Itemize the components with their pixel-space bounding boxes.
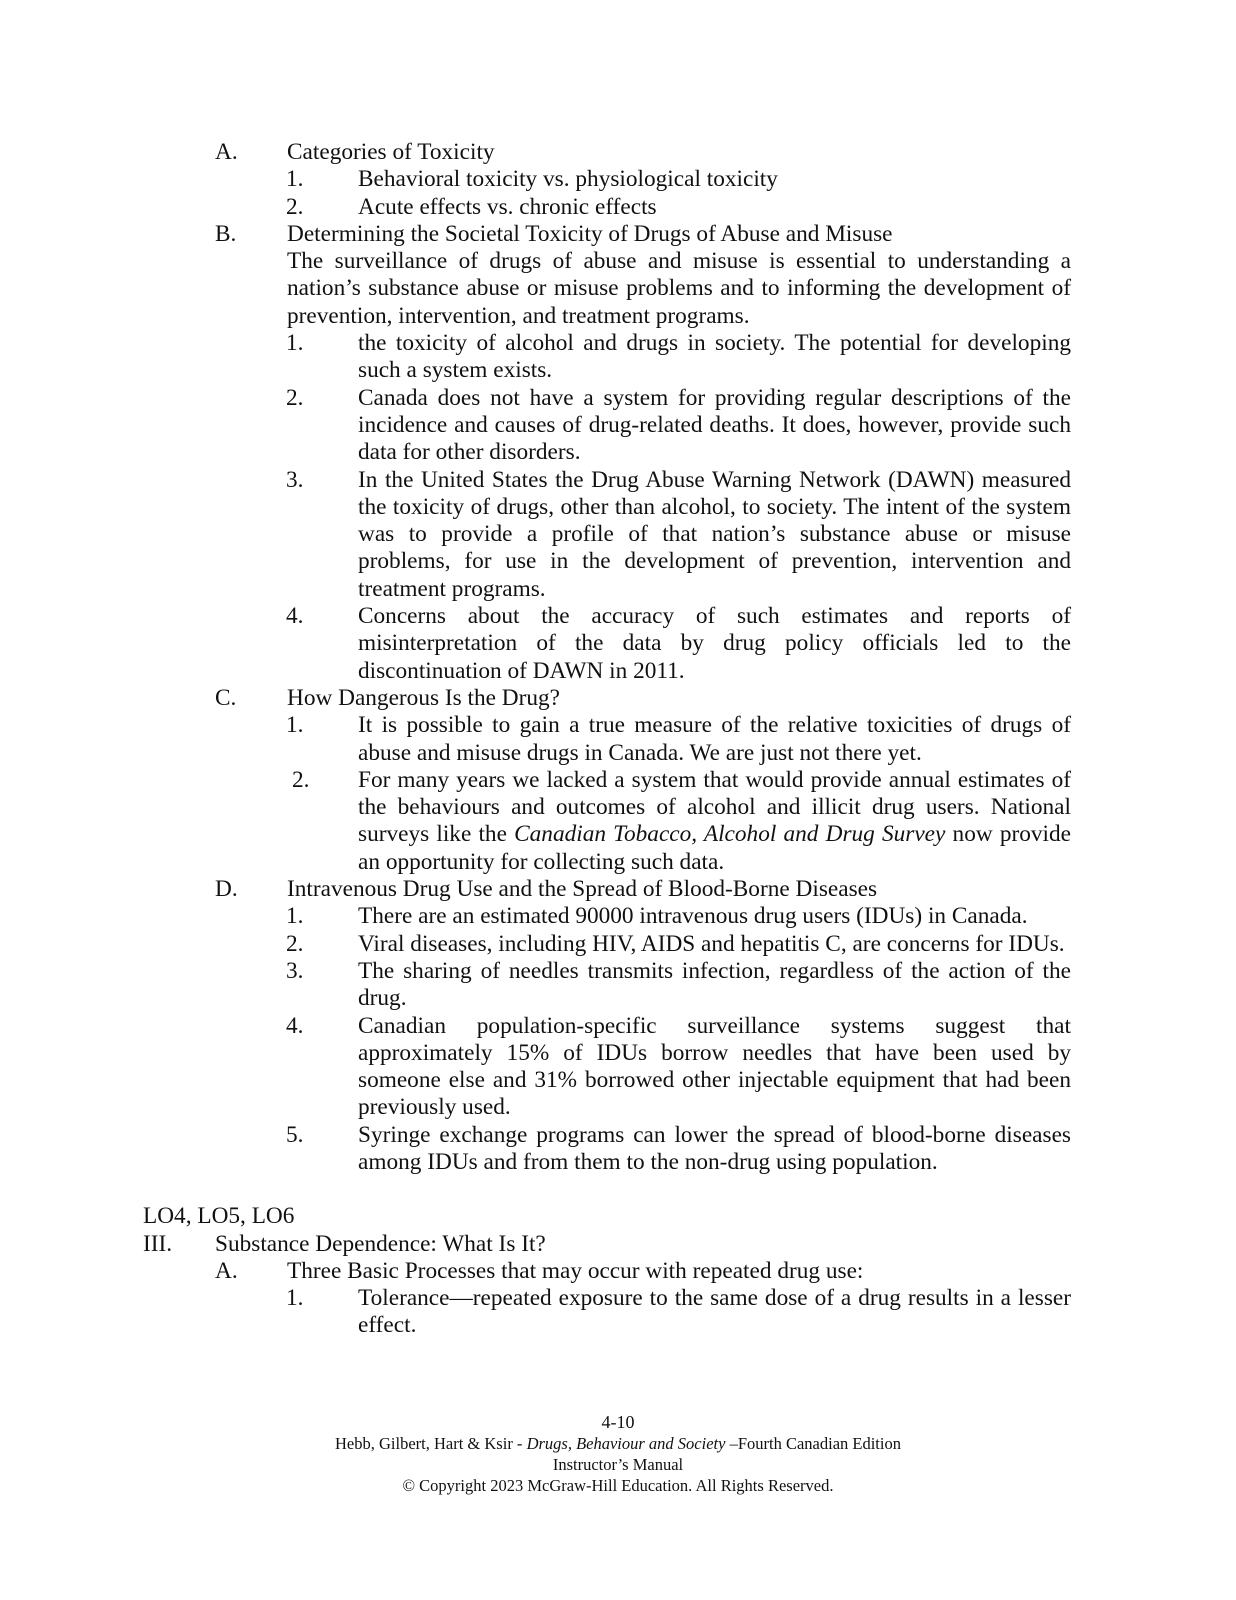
- section-iii-a: [0, 1258, 1236, 1285]
- learning-objectives: LO4, LO5, LO6: [143, 1203, 295, 1230]
- item-text: In the United States the Drug Abuse Warning Network (DAWN) measured the toxicity of drugs, other than alcohol, to society. The intent of the system was to provide a profile of that nation’s substance abuse or misuse problems, for use in the development of prevention, intervention and treatment programs.: [358, 466, 1071, 602]
- item-text: the toxicity of alcohol and drugs in society. The potential for developing such a system exists.: [358, 330, 1071, 384]
- item-number: 1.: [286, 1285, 304, 1312]
- item-text: Acute effects vs. chronic effects: [358, 193, 657, 220]
- item-number: 1.: [286, 903, 304, 930]
- footer-authors: Hebb, Gilbert, Hart & Ksir -: [335, 1434, 527, 1453]
- item-text: Behavioral toxicity vs. physiological toxicity: [358, 166, 778, 193]
- section-a: [0, 139, 1236, 166]
- list-item: [0, 958, 1236, 1013]
- item-number: 2.: [292, 766, 310, 793]
- list-item: [0, 1285, 1236, 1340]
- section-label: C.: [215, 684, 237, 711]
- item-number: 5.: [286, 1121, 304, 1148]
- section-heading: Substance Dependence: What Is It?: [215, 1230, 546, 1257]
- section-d: [0, 876, 1236, 903]
- section-label: D.: [215, 876, 238, 903]
- list-item: [0, 903, 1236, 930]
- section-heading: Categories of Toxicity: [287, 139, 495, 165]
- list-item: [0, 1013, 1236, 1122]
- section-c: [0, 685, 1236, 712]
- item-number: 3.: [286, 957, 304, 984]
- item-number: 2.: [286, 384, 304, 411]
- item-text: Syringe exchange programs can lower the spread of blood-borne diseases among IDUs and from them to the non-drug using population.: [358, 1121, 1071, 1175]
- section-paragraph: The surveillance of drugs of abuse and misuse is essential to understanding a nation’s substance abuse or misuse problems and to informing the development of prevention, intervention, and treatment programs.: [287, 248, 1071, 329]
- footer-manual: Instructor’s Manual: [552, 1455, 684, 1474]
- section-iii: [0, 1231, 1236, 1258]
- item-text: Tolerance—repeated exposure to the same dose of a drug results in a lesser effect.: [358, 1285, 1071, 1339]
- page-footer: [0, 1412, 1236, 1496]
- list-item: [0, 767, 1236, 876]
- section-heading: Three Basic Processes that may occur with repeated drug use:: [287, 1257, 864, 1284]
- item-text: There are an estimated 90000 intravenous drug users (IDUs) in Canada.: [358, 903, 1028, 930]
- survey-title: Canadian Tobacco, Alcohol and Drug Survey: [514, 821, 946, 848]
- item-text: Concerns about the accuracy of such estimates and reports of misinterpretation of the data by drug policy officials led to the discontinuation of DAWN in 2011.: [358, 603, 1071, 684]
- item-number: 2.: [286, 930, 304, 957]
- item-number: 1.: [286, 712, 304, 739]
- section-label: A.: [215, 1257, 238, 1284]
- section-label: B.: [215, 220, 237, 247]
- item-text: Canadian population-specific surveillance systems suggest that approximately 15% of IDUs borrow needles that have been used by someone else and 31% borrowed other injectable equipment that had been previously used.: [358, 1012, 1071, 1121]
- list-item: [0, 603, 1236, 685]
- item-text-part: now provide an opportunity for collecting such data.: [358, 821, 1072, 875]
- footer-edition: –Fourth Canadian Edition: [725, 1434, 901, 1453]
- list-item: [0, 166, 1236, 193]
- list-item: [0, 931, 1236, 958]
- item-number: 2.: [286, 193, 304, 220]
- item-number: 1.: [286, 330, 304, 357]
- section-b: [0, 221, 1236, 248]
- list-item: [0, 467, 1236, 603]
- list-item: [0, 194, 1236, 221]
- list-item: [0, 712, 1236, 767]
- list-item: [0, 1122, 1236, 1177]
- citation-line: [0, 1433, 1236, 1454]
- item-text: Viral diseases, including HIV, AIDS and hepatitis C, are concerns for IDUs.: [358, 930, 1065, 957]
- item-text: The sharing of needles transmits infection, regardless of the action of the drug.: [358, 957, 1071, 1012]
- item-text: [358, 767, 1071, 876]
- footer-copyright: © Copyright 2023 McGraw-Hill Education. All Rights Reserved.: [402, 1476, 834, 1495]
- list-item: [0, 330, 1236, 385]
- item-text-part: For many years we lacked a system that would provide annual estimates of the behaviours and outcomes of alcohol and illicit drug users. National surveys like the: [358, 766, 1071, 848]
- page-number: 4-10: [601, 1412, 635, 1432]
- item-text: Canada does not have a system for providing regular descriptions of the incidence and causes of drug-related deaths. It does, however, provide such data for other disorders.: [358, 384, 1071, 466]
- item-number: 4.: [286, 1012, 304, 1039]
- item-text: It is possible to gain a true measure of the relative toxicities of drugs of abuse and misuse drugs in Canada. We are just not there yet.: [358, 712, 1071, 766]
- section-label: III.: [143, 1230, 173, 1257]
- section-heading: Determining the Societal Toxicity of Drugs of Abuse and Misuse: [287, 220, 893, 247]
- item-number: 1.: [286, 166, 304, 193]
- list-item: [0, 385, 1236, 467]
- footer-book-title: Drugs, Behaviour and Society: [526, 1434, 726, 1453]
- section-heading: How Dangerous Is the Drug?: [287, 684, 561, 711]
- item-number: 4.: [286, 603, 304, 630]
- section-heading: Intravenous Drug Use and the Spread of Blood-Borne Diseases: [287, 876, 878, 903]
- outline-content: [0, 139, 1236, 1340]
- item-number: 3.: [286, 466, 304, 493]
- section-label: A.: [215, 139, 238, 165]
